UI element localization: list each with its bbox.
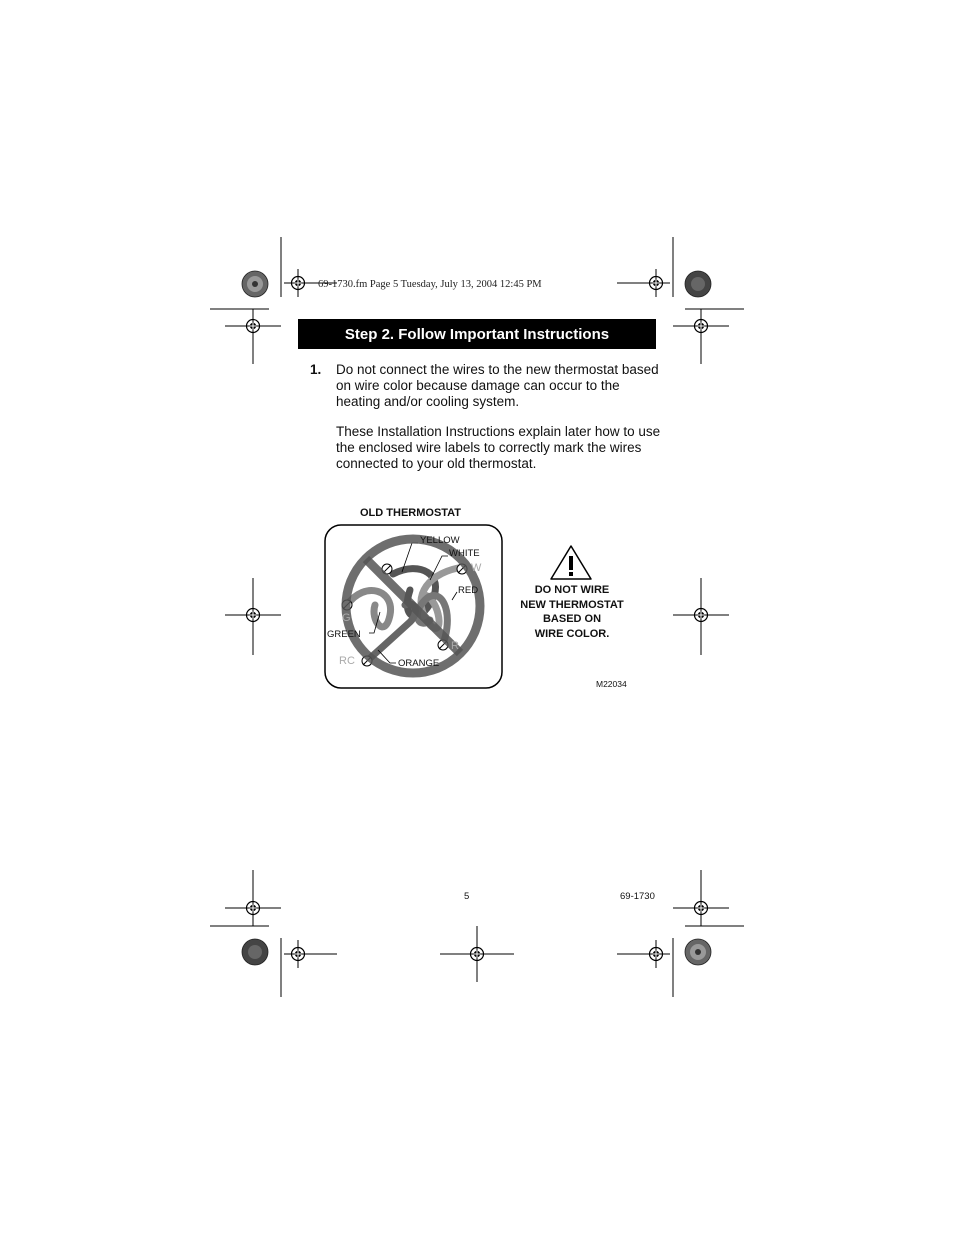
wire-label-white: WHITE [449,548,480,559]
terminal-label-w: W [471,562,482,574]
registration-mark [239,894,267,922]
paragraph-instructions: These Installation Instructions explain later how to use the enclosed wire labels to correctly mark the wires connected to your old thermostat. [336,424,661,471]
registration-mark [642,269,670,297]
section-title-banner [298,319,656,349]
registration-mark [284,269,312,297]
registration-mark [239,312,267,340]
warning-line: NEW THERMOSTAT [520,598,624,611]
registration-mark [642,940,670,968]
registration-mark [284,940,312,968]
registration-mark [239,601,267,629]
star-target-mark [685,271,711,297]
wire-label-red: RED [458,585,479,596]
warning-line: WIRE COLOR. [534,627,610,640]
registration-mark [463,940,491,968]
wire-label-green: GREEN [327,629,361,640]
page-number: 5 [464,891,470,902]
figure-id: M22034 [596,679,627,689]
terminal-label-r: R [451,640,459,652]
document-number: 69-1730 [620,891,655,902]
registration-mark [687,894,715,922]
warning-line: BASED ON [542,613,602,625]
star-target-mark [242,939,268,965]
warning-line: DO NOT WIRE [534,584,610,596]
terminal-label-g: G [342,612,351,624]
warning-text [508,583,636,641]
terminal-label-rc: RC [339,655,355,667]
old-thermostat-title: OLD THERMOSTAT [360,507,462,519]
paragraph-warning: Do not connect the wires to the new thermostat based on wire color because damage can occur to the heating and/or cooling system. [336,362,659,409]
file-slug: 69-1730.fm Page 5 Tuesday, July 13, 2004 12:45 PM [318,279,542,290]
warning-triangle-icon [551,546,591,579]
registration-mark [687,312,715,340]
wire-label-yellow: YELLOW [420,535,460,546]
item-number: 1. [310,362,322,377]
star-target-mark [685,939,711,965]
star-target-mark [242,271,268,297]
section-title: Step 2. Follow Important Instructions [344,325,610,343]
wire-label-orange: ORANGE [398,658,440,669]
registration-mark [687,601,715,629]
